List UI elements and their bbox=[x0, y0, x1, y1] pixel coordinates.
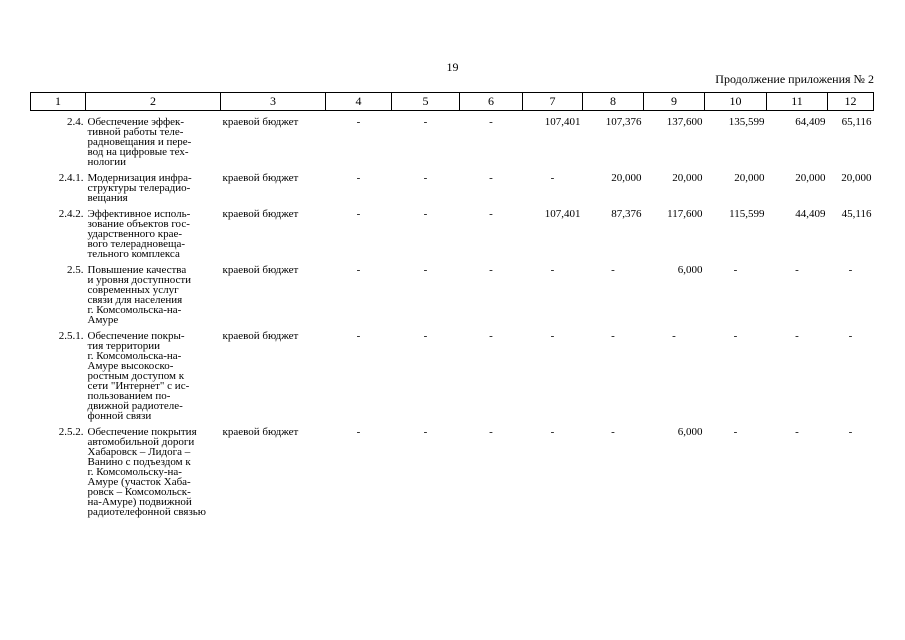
row-funding-source: краевой бюджет bbox=[222, 426, 299, 438]
row-name bbox=[86, 325, 221, 421]
row-name-line: структуры телерадио- bbox=[87, 182, 191, 194]
row-name-line: ростным доступом к bbox=[87, 370, 185, 382]
row-value: - bbox=[423, 172, 428, 184]
row-name-line: зование объектов гос- bbox=[87, 218, 190, 230]
row-name-line: Амуре bbox=[87, 314, 119, 326]
row-name bbox=[86, 259, 221, 325]
row-value: - bbox=[672, 330, 676, 342]
row-name-line: ровск – Комсомольск- bbox=[87, 486, 191, 498]
row-value: - bbox=[423, 426, 428, 438]
row-value: - bbox=[423, 330, 428, 342]
row-name-line: вод на цифровые тех- bbox=[87, 146, 189, 158]
row-code: 2.5.2. bbox=[58, 426, 84, 438]
row-value: - bbox=[550, 264, 555, 276]
table-row bbox=[31, 421, 874, 517]
row-name-line: и уровня доступности bbox=[87, 274, 192, 286]
row-value: 135,599 bbox=[728, 116, 765, 128]
column-header: 6 bbox=[460, 93, 523, 111]
row-value: - bbox=[733, 264, 738, 276]
row-name-line: Эффективное исполь- bbox=[87, 208, 191, 220]
row-value: - bbox=[848, 264, 853, 276]
row-name-line: движной радиотеле- bbox=[87, 400, 183, 412]
row-value: - bbox=[356, 116, 361, 128]
row-name-line: вещания bbox=[87, 192, 128, 204]
row-name bbox=[86, 111, 221, 168]
row-value: - bbox=[356, 330, 361, 342]
column-header: 10 bbox=[705, 93, 767, 111]
row-value: 20,000 bbox=[841, 172, 872, 184]
row-value: 107,376 bbox=[605, 116, 642, 128]
row-name-line: тельного комплекса bbox=[87, 248, 180, 260]
row-value: - bbox=[423, 264, 428, 276]
row-value: - bbox=[356, 264, 361, 276]
row-value: - bbox=[550, 330, 555, 342]
column-header: 11 bbox=[767, 93, 828, 111]
row-name-line: Обеспечение покры- bbox=[87, 330, 185, 342]
row-name-line: тивной работы теле- bbox=[87, 126, 184, 138]
row-value: - bbox=[489, 208, 493, 220]
row-value: - bbox=[733, 330, 738, 342]
row-value: 20,000 bbox=[672, 172, 703, 184]
row-value: 137,600 bbox=[666, 116, 703, 128]
table-body bbox=[31, 111, 874, 518]
column-header: 4 bbox=[326, 93, 392, 111]
row-name-line: Ванино с подъездом к bbox=[87, 456, 191, 468]
row-name-line: Хабаровск – Лидога – bbox=[87, 446, 191, 458]
row-value: 107,401 bbox=[544, 208, 581, 220]
row-code: 2.4.2. bbox=[58, 208, 84, 220]
row-value: - bbox=[733, 426, 738, 438]
row-value: 6,000 bbox=[677, 264, 703, 276]
row-value: - bbox=[795, 264, 799, 276]
row-value: 45,116 bbox=[841, 208, 872, 220]
row-funding-source: краевой бюджет bbox=[222, 264, 299, 276]
row-name-line: Обеспечение эффек- bbox=[87, 116, 184, 128]
row-name-line: пользованием по- bbox=[87, 390, 171, 402]
row-value: - bbox=[550, 426, 555, 438]
row-code: 2.5. bbox=[67, 264, 84, 276]
column-header: 2 bbox=[86, 93, 221, 111]
table-row bbox=[31, 167, 874, 203]
row-name-line: Амуре (участок Хаба- bbox=[87, 476, 191, 488]
continuation-label: Продолжение приложения № 2 bbox=[715, 72, 874, 86]
table-row bbox=[31, 325, 874, 421]
table-row bbox=[31, 111, 874, 168]
row-value: - bbox=[611, 426, 615, 438]
row-name-line: Повышение качества bbox=[87, 264, 187, 276]
row-value: - bbox=[423, 208, 428, 220]
row-name-line: фонной связи bbox=[87, 410, 152, 422]
row-value: - bbox=[795, 330, 799, 342]
column-header: 12 bbox=[828, 93, 874, 111]
column-header: 9 bbox=[644, 93, 705, 111]
row-name-line: радновещания и пере- bbox=[87, 136, 192, 148]
row-name-line: на-Амуре) подвижной bbox=[87, 496, 192, 508]
row-value: - bbox=[356, 426, 361, 438]
row-name-line: тия территории bbox=[87, 340, 161, 352]
table-row bbox=[31, 259, 874, 325]
row-name bbox=[86, 167, 221, 203]
row-value: - bbox=[795, 426, 799, 438]
column-header: 8 bbox=[583, 93, 644, 111]
row-name-line: г. Комсомольска-на- bbox=[87, 304, 182, 316]
row-name-line: нологии bbox=[87, 156, 127, 168]
row-value: - bbox=[489, 264, 493, 276]
row-name bbox=[86, 421, 221, 517]
column-header: 1 bbox=[31, 93, 86, 111]
row-value: - bbox=[489, 426, 493, 438]
column-number-row bbox=[31, 93, 874, 111]
row-name-line: ударственного крае- bbox=[87, 228, 183, 240]
row-value: 65,116 bbox=[841, 116, 872, 128]
row-value: - bbox=[550, 172, 555, 184]
column-header: 5 bbox=[392, 93, 460, 111]
row-code: 2.4.1. bbox=[58, 172, 84, 184]
row-code: 2.5.1. bbox=[58, 330, 84, 342]
row-value: - bbox=[423, 116, 428, 128]
row-name-line: радиотелефонной связью bbox=[87, 506, 207, 518]
row-value: - bbox=[356, 172, 361, 184]
row-value: 6,000 bbox=[677, 426, 703, 438]
row-value: - bbox=[489, 116, 493, 128]
row-name-line: автомобильной дороги bbox=[87, 436, 195, 448]
row-code: 2.4. bbox=[67, 116, 84, 128]
row-value: 107,401 bbox=[544, 116, 581, 128]
row-name-line: г. Комсомольска-на- bbox=[87, 350, 182, 362]
table-row bbox=[31, 203, 874, 259]
column-header: 3 bbox=[221, 93, 326, 111]
row-name-line: Обеспечение покрытия bbox=[87, 426, 197, 438]
row-name-line: вого телерадновеща- bbox=[87, 238, 186, 250]
row-value: - bbox=[848, 426, 853, 438]
row-funding-source: краевой бюджет bbox=[222, 330, 299, 342]
page-number: 19 bbox=[446, 60, 459, 74]
row-value: - bbox=[611, 264, 615, 276]
row-value: - bbox=[489, 330, 493, 342]
row-value: 64,409 bbox=[795, 116, 826, 128]
row-name-line: связи для населения bbox=[87, 294, 183, 306]
row-value: - bbox=[611, 330, 615, 342]
row-name-line: г. Комсомольску-на- bbox=[87, 466, 182, 478]
row-funding-source: краевой бюджет bbox=[222, 116, 299, 128]
budget-table bbox=[30, 92, 874, 517]
row-value: 20,000 bbox=[611, 172, 642, 184]
row-name bbox=[86, 203, 221, 259]
row-value: 20,000 bbox=[795, 172, 826, 184]
column-header: 7 bbox=[523, 93, 583, 111]
row-name-line: сети "Интернет" с ис- bbox=[87, 380, 190, 392]
row-value: - bbox=[356, 208, 361, 220]
row-funding-source: краевой бюджет bbox=[222, 172, 299, 184]
row-value: - bbox=[848, 330, 853, 342]
row-name-line: современных услуг bbox=[87, 284, 179, 296]
row-value: 115,599 bbox=[729, 208, 765, 220]
row-value: - bbox=[489, 172, 493, 184]
row-funding-source: краевой бюджет bbox=[222, 208, 299, 220]
row-value: 87,376 bbox=[611, 208, 642, 220]
row-name-line: Амуре высокоско- bbox=[87, 360, 174, 372]
row-name-line: Модернизация инфра- bbox=[87, 172, 192, 184]
row-value: 20,000 bbox=[734, 172, 765, 184]
row-value: 44,409 bbox=[795, 208, 826, 220]
row-value: 117,600 bbox=[667, 208, 703, 220]
